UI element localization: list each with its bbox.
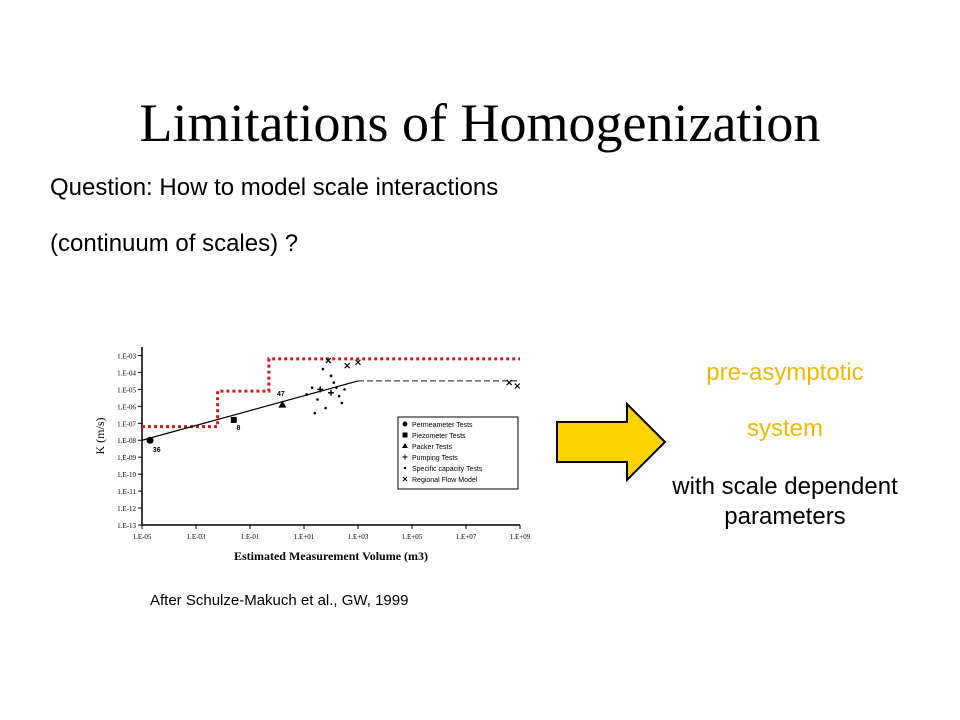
y-tick-label: 1.E-09	[117, 454, 136, 463]
annotation-label: 47	[277, 391, 285, 399]
arrow-shape	[557, 404, 665, 480]
y-tick-label: 1.E-08	[117, 437, 136, 446]
x-tick-label: 1.E-01	[240, 533, 260, 541]
y-tick-label: 1.E-10	[117, 471, 136, 480]
data-point	[278, 401, 286, 408]
data-point	[322, 368, 325, 371]
legend-label: Permeameter Tests	[412, 422, 473, 429]
data-point	[324, 407, 327, 410]
data-point	[305, 393, 308, 396]
legend-label: Packer Tests	[412, 444, 452, 451]
data-point	[335, 386, 338, 389]
y-tick-label: 1.E-12	[117, 505, 136, 514]
x-tick-label: 1.E+01	[293, 533, 315, 541]
x-tick-label: 1.E+03	[347, 533, 369, 541]
x-tick-label: 1.E+05	[401, 533, 423, 541]
data-point	[343, 388, 346, 391]
data-point	[341, 402, 344, 405]
data-point	[147, 437, 154, 444]
data-point	[311, 386, 314, 389]
y-tick-label: 1.E-06	[117, 403, 136, 412]
data-point	[507, 380, 512, 385]
data-point	[338, 395, 341, 398]
legend-symbol	[403, 422, 408, 427]
y-axis-label: K (m/s)	[93, 417, 107, 455]
x-tick-label: 1.E-03	[186, 533, 206, 541]
data-point	[316, 398, 319, 401]
annotation-label: 8	[236, 425, 241, 433]
trend-line	[142, 381, 358, 440]
figure-caption: After Schulze-Makuch et al., GW, 1999	[150, 592, 409, 609]
annotation-label: 36	[152, 447, 161, 455]
legend-symbol	[404, 467, 406, 469]
pre-asymptotic-label: pre-asymptotic	[706, 359, 864, 386]
y-tick-label: 1.E-07	[117, 420, 136, 429]
data-point	[328, 390, 334, 396]
scale-dependent-label: with scale dependent parameters	[672, 473, 898, 530]
data-point	[332, 381, 335, 384]
data-point	[356, 360, 361, 365]
legend-symbol	[403, 433, 408, 438]
x-axis-label: Estimated Measurement Volume (m3)	[233, 549, 429, 563]
question-line-1: Question: How to model scale interactions	[50, 174, 499, 201]
question-line-2: (continuum of scales) ?	[50, 230, 299, 257]
legend-label: Pumping Tests	[412, 455, 458, 462]
y-tick-label: 1.E-05	[117, 386, 136, 395]
y-tick-label: 1.E-04	[117, 369, 136, 378]
slide-title: Limitations of Homogenization	[139, 93, 821, 153]
y-tick-label: 1.E-13	[117, 522, 136, 530]
x-tick-label: 1.E+07	[455, 533, 477, 541]
data-point	[515, 383, 520, 388]
x-tick-label: 1.E-05	[132, 533, 152, 541]
legend-label: Piezometer Tests	[412, 433, 466, 440]
data-point	[314, 412, 317, 415]
system-label: system	[746, 415, 823, 442]
x-tick-label: 1.E+09	[509, 533, 530, 541]
y-tick-label: 1.E-03	[117, 352, 136, 361]
data-point	[345, 363, 350, 368]
right-arrow-icon	[555, 402, 667, 482]
y-tick-label: 1.E-11	[117, 488, 136, 497]
legend-label: Specific capacity Tests	[412, 466, 483, 473]
scatter-chart	[80, 325, 530, 585]
legend-label: Regional Flow Model	[412, 477, 478, 484]
data-point	[231, 417, 237, 423]
data-point	[330, 375, 333, 378]
